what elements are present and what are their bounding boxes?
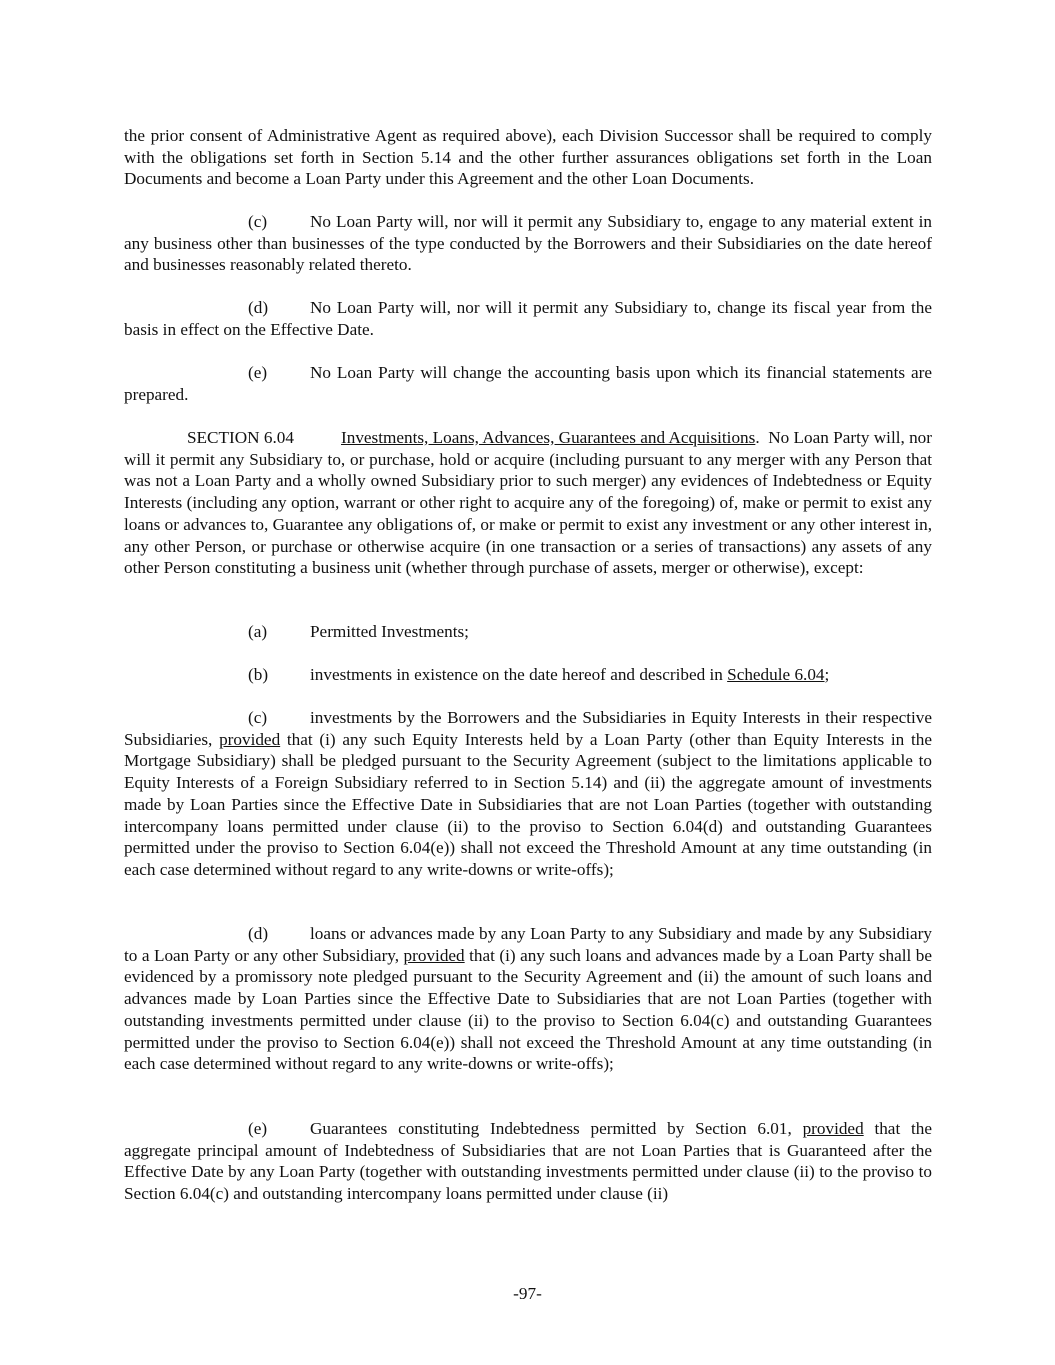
clause-marker: (c) <box>248 212 268 231</box>
paragraph-text: the prior consent of Administrative Agent as required above), each Division Successor shall be required to comply with the obligations set forth in Section 5.14 and the other further assurances obligations set forth in the Loan Documents and become a Loan Party under this Agreement and the other Loan Documents. <box>124 126 932 189</box>
clause-marker: (d) <box>248 298 269 317</box>
clause-marker: (c) <box>248 708 268 727</box>
section-text: No Loan Party will, nor will it permit any Subsidiary to, or purchase, hold or acquire (including pursuant to any merger with any Person that was not a Loan Party and a wholly owned Subsidiary prior to such merger) any evidences of Indebtedness or Equity Interests (including any option, warrant or other right to acquire any of the foregoing) of, make or permit to exist any loans or advances to, Guarantee any obligations of, or make or permit to exist any investment or any other interest in, any other Person, or purchase or otherwise acquire (in one transaction or a series of transactions) any assets of any other Person constituting a business unit (whether through purchase of assets, merger or otherwise), except: <box>124 428 932 578</box>
page-number: -97- <box>513 1284 542 1303</box>
schedule-reference: Schedule 6.04 <box>727 665 825 684</box>
section-number: SECTION 6.04 <box>187 428 294 447</box>
clause-text: investments in existence on the date hereof and described in <box>310 665 728 684</box>
clause-d <box>124 297 932 340</box>
subclause-c <box>124 707 932 881</box>
section-heading-end: . <box>755 428 760 447</box>
clause-text: No Loan Party will, nor will it permit any Subsidiary to, engage to any material extent in any business other than businesses of the type conducted by the Borrowers and their Subsidiaries on the date hereof and businesses reasonably related thereto. <box>124 212 932 275</box>
subclause-b <box>124 664 932 686</box>
paragraph-continuation <box>124 125 932 190</box>
provided-term: provided <box>219 729 281 749</box>
clause-text-rest: that the aggregate principal amount of Indebtedness of Subsidiaries that are not Loan Parties that is Guaranteed after the Effective Date by any Loan Party (together with outstanding investments permitted under clause (ii) to the proviso to Section 6.04(c) and outstanding intercompany loans permitted under clause (ii) <box>124 1119 932 1204</box>
clause-text-rest: that (i) any such loans and advances made by a Loan Party shall be evidenced by a promissory note pledged pursuant to the Security Agreement and (ii) the amount of such loans and advances made by Loan Parties since the Effective Date to Subsidiaries that are not Loan Parties (together with outstanding investments permitted under clause (ii) to the proviso to Section 6.04(c) and outstanding Guarantees permitted under the proviso to Section 6.04(e)) shall not exceed the Threshold Amount at any time outstanding (in each case determined without regard to any write-downs or write-offs); <box>124 945 933 1074</box>
provided-term: provided <box>403 945 465 965</box>
subclause-d <box>124 923 932 1075</box>
section-heading: Investments, Loans, Advances, Guarantees and Acquisitions <box>341 428 756 447</box>
clause-text: No Loan Party will change the accounting basis upon which its financial statements are prepared. <box>124 363 932 404</box>
clause-end: ; <box>824 665 830 684</box>
clause-text: investments by the Borrowers and the Subsidiaries in Equity Interests in their respective Subsidiaries, <box>124 708 932 749</box>
clause-text: No Loan Party will, nor will it permit any Subsidiary to, change its fiscal year from the basis in effect on the Effective Date. <box>124 298 932 339</box>
clause-marker: (a) <box>248 622 268 641</box>
subclause-e <box>124 1118 932 1205</box>
clause-text: Permitted Investments; <box>310 622 469 641</box>
clause-text: loans or advances made by any Loan Party to any Subsidiary and made by any Subsidiary to a Loan Party or any other Subsidiary, <box>124 924 932 965</box>
clause-marker: (b) <box>248 665 269 684</box>
clause-e <box>124 362 932 405</box>
clause-marker: (e) <box>248 1119 268 1138</box>
clause-text: Guarantees constituting Indebtedness permitted by Section 6.01, <box>310 1119 803 1138</box>
clause-c <box>124 211 932 276</box>
provided-term: provided <box>802 1119 864 1138</box>
subclause-a <box>124 621 932 643</box>
section-6-04 <box>124 427 932 579</box>
clause-marker: (e) <box>248 363 268 382</box>
clause-text-rest: that (i) any such Equity Interests held by a Loan Party (other than Equity Interests in the Mortgage Subsidiary) shall be pledged pursuant to the Security Agreement (subject to the limitations applicable to Equity Interests of a Foreign Subsidiary referred to in Section 5.14) and (ii) the aggregate amount of investments made by Loan Parties since the Effective Date in Subsidiaries that are not Loan Parties (together with outstanding intercompany loans permitted under clause (ii) to the proviso to Section 6.04(d) and outstanding Guarantees permitted under the proviso to Section 6.04(e)) shall not exceed the Threshold Amount at any time outstanding (in each case determined without regard to any write-downs or write-offs); <box>124 729 932 879</box>
clause-marker: (d) <box>248 924 269 943</box>
